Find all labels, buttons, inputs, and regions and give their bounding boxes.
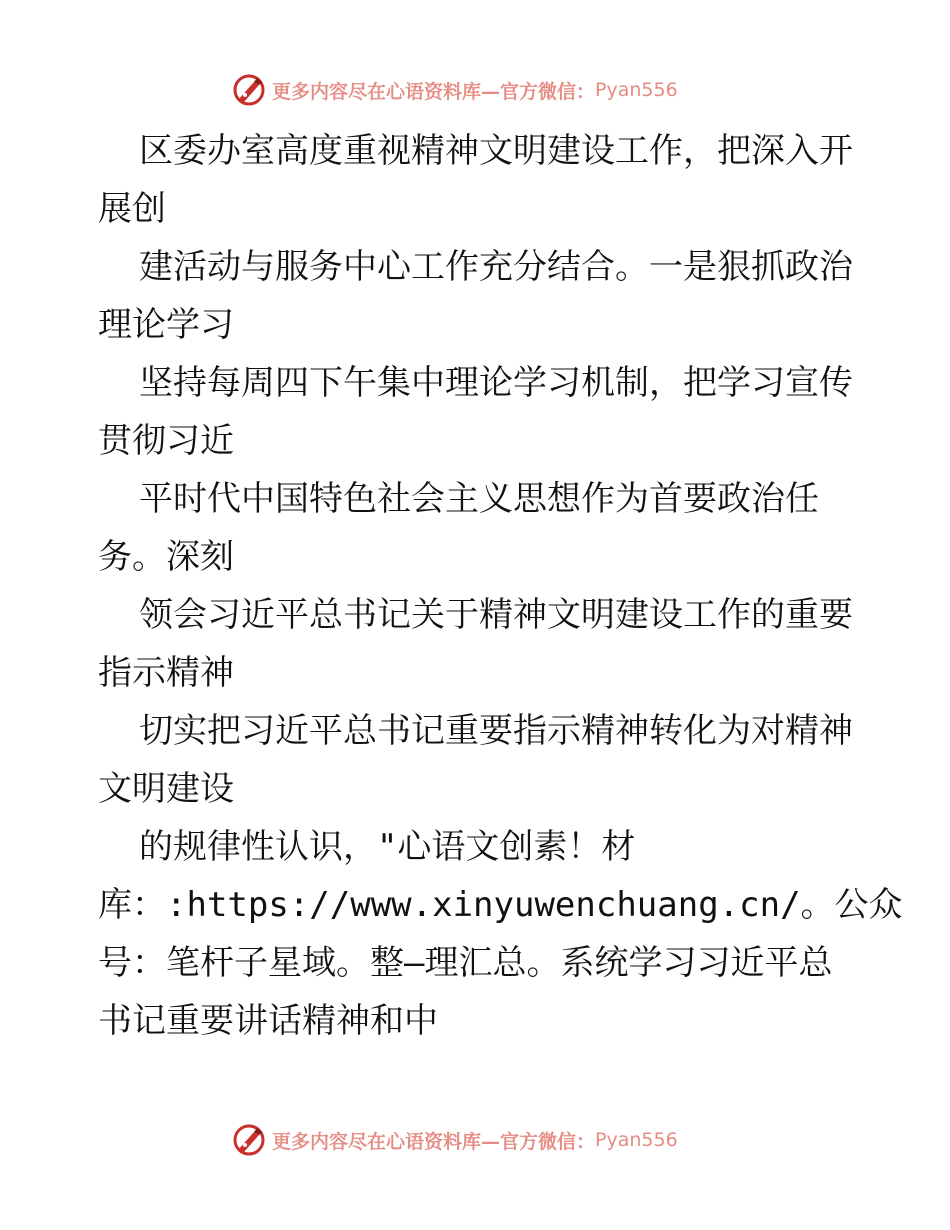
- body-line: 领会习近平总书记关于精神文明建设工作的重要: [98, 595, 853, 635]
- footer-wechat-id: Pyan556: [595, 1129, 678, 1151]
- body-line: 的规律性认识，"心语文创素！材: [98, 827, 636, 867]
- pen-nib-logo-icon: [232, 1123, 266, 1157]
- header-banner: [232, 70, 678, 110]
- pen-nib-logo-icon: [232, 73, 266, 107]
- body-line: 务。深刻: [98, 537, 234, 577]
- body-line: 文明建设: [98, 769, 234, 809]
- body-line: 区委办室高度重视精神文明建设工作，把深入开: [98, 131, 853, 171]
- body-line: 贯彻习近: [98, 421, 234, 461]
- body-line: 坚持每周四下午集中理论学习机制，把学习宣传: [98, 363, 853, 403]
- document-body: [98, 122, 903, 1050]
- footer-banner-text: 更多内容尽在心语资料库—官方微信：: [272, 1130, 596, 1153]
- body-line: 理论学习: [98, 305, 234, 345]
- body-line: 库：:https://www.xinyuwenchuang.cn/。公众: [98, 885, 903, 925]
- body-line: 指示精神: [98, 653, 234, 693]
- body-line: 书记重要讲话精神和中: [98, 1001, 438, 1041]
- body-line: 平时代中国特色社会主义思想作为首要政治任: [98, 479, 819, 519]
- body-line: 展创: [98, 189, 166, 229]
- footer-banner: [232, 1120, 678, 1160]
- body-line: 建活动与服务中心工作充分结合。一是狠抓政治: [98, 247, 853, 287]
- header-banner-text: 更多内容尽在心语资料库—官方微信：: [272, 80, 596, 103]
- header-wechat-id: Pyan556: [595, 79, 678, 101]
- body-line: 号：笔杆子星域。整—理汇总。系统学习习近平总: [98, 943, 833, 983]
- body-line: 切实把习近平总书记重要指示精神转化为对精神: [98, 711, 853, 751]
